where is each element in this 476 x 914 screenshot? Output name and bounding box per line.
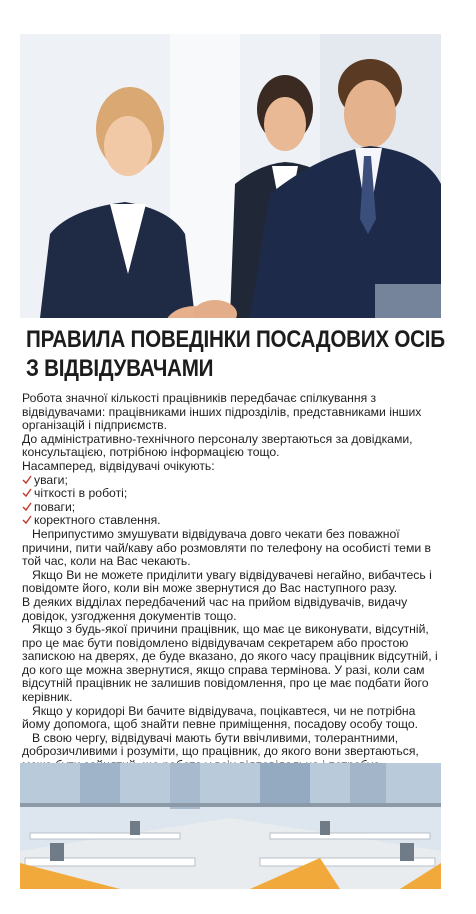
list-item xyxy=(22,474,442,488)
intro-paragraph-1: Робота значної кількості працівників передбачає спілкування з відвідувачами: працівниками інших підрозділів, представниками інших організацій і підприємств. xyxy=(22,391,422,433)
rule-paragraph-3: В деяких відділах передбачений час на прийом відвідувачів, видачу довідок, узгодження документів тощо. xyxy=(22,594,408,623)
list-item xyxy=(22,514,442,528)
check-mark-icon xyxy=(22,488,32,498)
list-item xyxy=(22,501,442,515)
check-mark-icon xyxy=(22,502,32,512)
check-mark-icon xyxy=(22,475,32,485)
list-item xyxy=(22,487,442,501)
list-item-label: коректного ставлення. xyxy=(34,513,161,528)
rule-paragraph-4: Якщо з будь-якої причини працівник, що має це виконувати, відсутній, про це має бути повідомлено відвідувачам секретарем або простою запискою на дверях, де буде вказано, до якого часу працівник відсутній, і до кого ще можна звернутися, якщо справа термінова. У разі, коли сам відсутній працівник не залишив повідомлення, про це має подбати його керівник. xyxy=(22,622,438,705)
check-mark-icon xyxy=(22,515,32,525)
office-photo xyxy=(20,763,441,889)
rule-paragraph-2: Якщо Ви не можете приділити увагу відвідувачеві негайно, вибачтесь і повідомте його, коли він може звернутися до Вас наступного разу. xyxy=(22,567,432,596)
rule-paragraph-5: Якщо у коридорі Ви бачите відвідувача, поцікавтеся, чи не потрібна йому допомога, щоб знайти певне приміщення, посадову особу тощо. xyxy=(22,703,419,732)
title-line-2: З ВІДВІДУВАЧАМИ xyxy=(26,355,214,382)
list-item-label: поваги; xyxy=(34,499,76,514)
intro-paragraph-2: До адміністративно-технічного персоналу звертаються за довідками, консультацією, потрібною інформацією тощо. xyxy=(22,431,413,460)
list-item-label: чіткості в роботі; xyxy=(34,486,128,501)
list-item-label: уваги; xyxy=(34,472,68,487)
intro-paragraph-3: Насамперед, відвідувачі очікують: xyxy=(22,458,215,473)
expectations-list xyxy=(22,474,442,528)
page-title xyxy=(26,325,445,383)
rule-paragraph-6: В свою чергу, відвідувачі мають бути ввічливими, толерантними, доброзичливими і розуміти, що працівник, до якого вони звертаються, xyxy=(22,730,419,759)
title-line-1: ПРАВИЛА ПОВЕДІНКИ ПОСАДОВИХ ОСІБ xyxy=(26,326,445,353)
article-body xyxy=(22,392,442,800)
rule-paragraph-1: Неприпустимо змушувати відвідувача довго чекати без поважної причини, пити чай/каву або розмовляти по телефону на особисті теми в той час, коли на Вас чекають. xyxy=(22,526,431,569)
handshake-photo xyxy=(20,34,441,318)
